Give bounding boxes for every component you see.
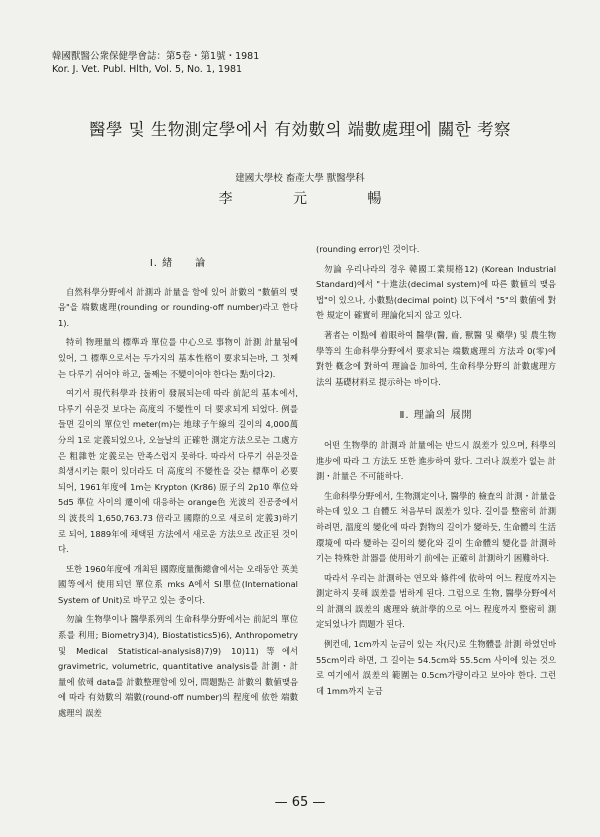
paragraph: 自然科學分野에서 計測과 計量을 함에 있어 計數의 "數値의 맺음"을 端數處理(rounding or rounding-off number)라고 한다1).	[58, 286, 298, 328]
right-column	[316, 242, 556, 699]
paragraph: 勿論 우리나라의 경우 韓國工業規格12) (Korean Industrial Standard)에서 "十進法(decimal system)에 따른 數値의 맺음법"이 있으나, 小數點(decimal point) 以下에서 "5"의 數値에 對한 規定이 確實히 理論化되지 않고 있다.	[316, 263, 556, 321]
paragraph: 또한 1960年度에 개최된 國際度量衡總會에서는 오래동안 英美國等에서 使用되던 單位系 mks A에서 SI單位(International System of Unit)로 바꾸고 있는 중이다.	[58, 563, 298, 605]
paragraph: 여기서 現代科學과 技術이 發展되는데 따라 前記의 基本에서, 다루기 쉬운것 보다는 高度의 不變性이 더 要求되게 되었다. 例를 들면 길이의 單位인 meter(m)는 地球子午線의 길이의 4,000萬分의 1로 定義되었으나, 오늘날의 正確한 測定方法으로는 그處方은 粗雜한 定義로는 만족스럽지 못하다. 따라서 다루기 쉬운것을 희생시키는 限이 있더라도 더 高度의 不變性을 갖는 標準이 必要되어, 1961年度에 1m는 Krypton (Kr86) 原子의 2p10 準位와 5d5 準位 사이의 遷이에 대응하는 orange色 光波의 진공중에서의 波長의 1,650,763.73 倍라고 國際的으로 새로히 定義3)하기로 되어, 1889年에 채택된 方法에서 새로운 方法으로 改正된 것이다.	[58, 388, 298, 555]
paragraph: 例컨데, 1cm까지 눈금이 있는 자(尺)로 生物體를 計測 하였던바 55cm이라 하면, 그 길이는 54.5cm와 55.5cm 사이에 있는 것으로 여기에서 誤差의 範圍는 0.5cm가량이라고 보아야 한다. 그런데 1mm까지 눈금	[316, 639, 556, 696]
journal-citation-korean: 韓國獸醫公衆保健學會誌：第5卷・第1號・1981	[52, 51, 260, 62]
paragraph: 特히 物理量의 標準과 單位를 中心으로 事物이 計測 計量됨에 있어, 그 標準으로서는 두가지의 基本性格이 要求되는바, 그 첫째는 다루기 쉬어야 하고, 둘째는 不變이어야 한다는 點이다2).	[58, 337, 298, 379]
paragraph: 따라서 우리는 計測하는 연모와 條件에 依하여 어느 程度까지는 測定하지 못해 誤差를 범하게 된다. 그럼으로 生物, 醫學分野에서의 計測의 誤差의 處理와 統計學的으로 어느 程度까지 整密히 測定되었나가 問題가 된다.	[316, 572, 556, 630]
author-name: 李 元 暢	[218, 191, 410, 207]
page-number: — 65 —	[274, 795, 326, 810]
paragraph: 어떤 生物學的 計測과 計量에는 반드시 誤差가 있으며, 科學의 進步에 따라 그 方法도 또한 進步하여 왔다. 그러나 誤差가 없는 計測・計量은 不可能하다.	[316, 439, 556, 482]
left-column	[58, 242, 298, 722]
paragraph: 著者는 이點에 着眼하여 醫學(醫, 齒, 獸醫 및 藥學) 및 農生物學等의 生命科學分野에서 要求되는 端數處理의 方法과 0(零)에 對한 槪念에 對하여 理論을 加하여, 生命科學分野의 計數處理方法의 基礎材料로 提示하는 바이다.	[316, 329, 556, 387]
paragraph: 勿論 生物學이나 醫學系列의 生命科學分野에서는 前記의 單位系를 利用; Biometry3)4), Biostatistics5)6), Anthropometry 및 Medical Statistical-analysis8)7)9) 10)11)等에서 gravimetric, volumetric, quantitative analysis를 計測・計量에 依해 data를 計數整理함에 있어, 問題點은 計數의 數値맺음에 따라 有効數의 端數(round-off number)의 程度에 依한 端數處理의 誤差	[58, 614, 298, 719]
journal-header	[52, 50, 259, 76]
author-affiliation: 建國大學校 畜產大學 獸醫學科	[235, 173, 365, 184]
paragraph: (rounding error)인 것이다.	[316, 244, 420, 254]
journal-citation-english: Kor. J. Vet. Publ. Hlth, Vol. 5, No. 1, 1981	[52, 64, 243, 75]
section-heading-introduction: Ⅰ. 緖 論	[149, 258, 207, 269]
section-heading-theory: Ⅱ. 理論의 展開	[399, 410, 473, 422]
paper-title: 醫學 및 生物測定學에서 有効數의 端數處理에 關한 考察	[88, 120, 512, 139]
paragraph: 生命科學分野에서, 生物測定이나, 醫學的 檢査의 計測・計量을 하는데 있오 그 自體도 처음부터 誤差가 있다. 길이를 整密히 計測하려면, 溫度의 變化에 따라 對物의 길이가 變하듯, 生命體의 生活環境에 따라 變하는 길이의 變化와 길이 生命體의 變化를 計測하기는 特殊한 計器를 使用하기 前에는 正確히 計測하기 困難하다.	[316, 490, 556, 564]
